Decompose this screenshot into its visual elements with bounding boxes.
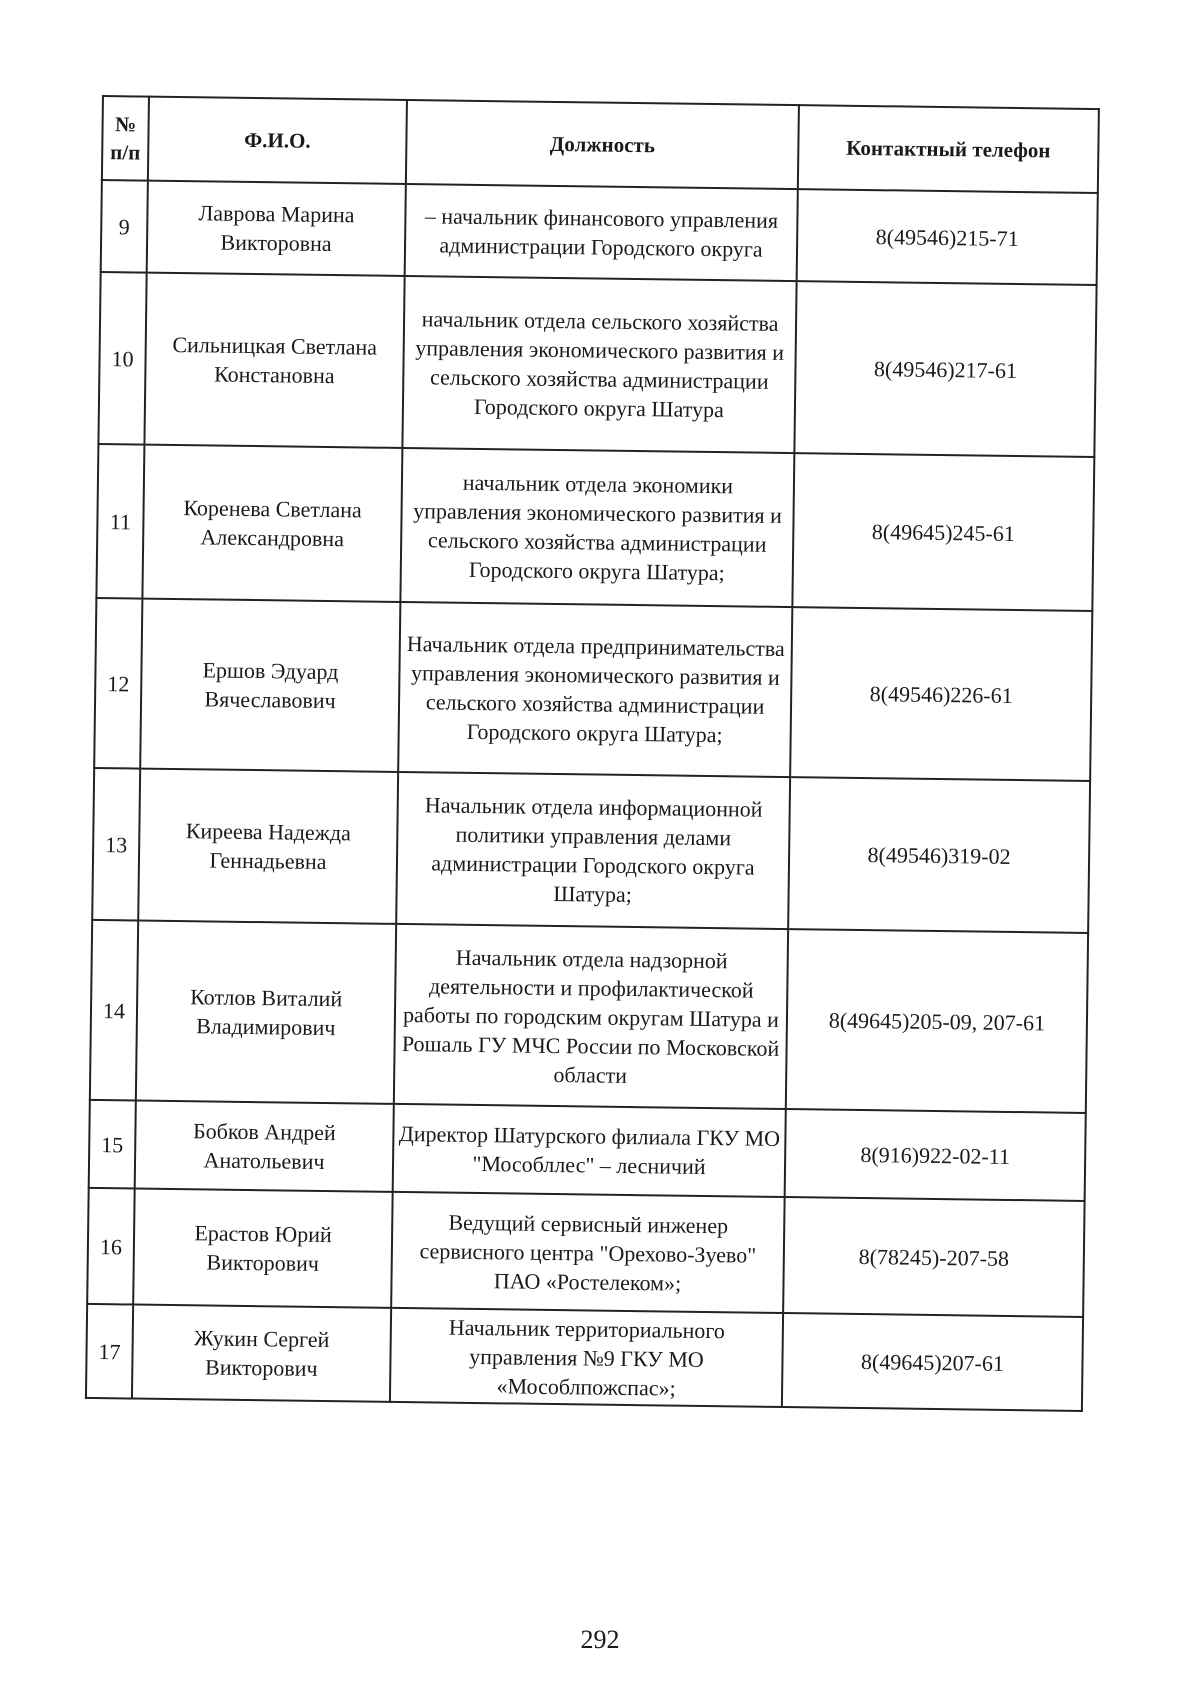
- row-position: – начальник финансового управления администрации Городского округа: [405, 184, 798, 281]
- page-number: 292: [580, 1625, 620, 1654]
- row-num: 15: [89, 1100, 136, 1189]
- row-phone: 8(49645)207-61: [782, 1313, 1083, 1411]
- table-row: [94, 598, 1092, 781]
- row-phone: 8(916)922-02-11: [785, 1109, 1086, 1201]
- row-name: Жукин Сергей Викторович: [132, 1305, 391, 1402]
- row-position: начальник отдела экономики управления экономического развития и сельского хозяйства администрации Городского округа Шатура;: [400, 448, 794, 607]
- row-position: начальник отдела сельского хозяйства управления экономического развития и сельского хозяйства администрации Городского округа Шатура: [402, 276, 796, 453]
- row-name: Коренева Светлана Александровна: [142, 445, 402, 602]
- row-phone: 8(49546)217-61: [794, 281, 1096, 457]
- row-name: Лаврова Марина Викторовна: [147, 181, 406, 276]
- table-row: [98, 272, 1096, 457]
- row-name: Ерастов Юрий Викторович: [133, 1189, 392, 1308]
- row-name: Киреева Надежда Геннадьевна: [138, 769, 398, 924]
- table-row: [92, 768, 1090, 933]
- row-position: Директор Шатурского филиала ГКУ МО "Мособллес" – лесничий: [393, 1104, 786, 1197]
- table-row: [89, 1100, 1086, 1201]
- row-phone: 8(49645)205-09, 207-61: [786, 929, 1088, 1113]
- table-header-row: [102, 96, 1099, 193]
- row-num: 12: [94, 598, 142, 769]
- row-num: 13: [92, 768, 140, 921]
- row-num: 9: [101, 180, 148, 273]
- row-position: Начальник отдела предпринимательства управления экономического развития и сельского хозяйства администрации Городского округа Шатура;: [398, 602, 792, 777]
- table-row: [87, 1188, 1084, 1317]
- row-name: Бобков Андрей Анатольевич: [135, 1101, 394, 1192]
- row-name: Сильницкая Светлана Констановна: [144, 273, 404, 448]
- row-num: 10: [98, 272, 146, 445]
- header-num: № п/п: [102, 96, 149, 181]
- header-name: Ф.И.О.: [148, 97, 407, 184]
- contacts-table: [85, 95, 1100, 1412]
- row-position: Начальник отдела надзорной деятельности и профилактической работы по городским округам Шатура и Рошаль ГУ МЧС России по Московской области: [394, 924, 788, 1109]
- header-phone: Контактный телефон: [798, 105, 1099, 193]
- row-name: Ершов Эдуард Вячеславович: [140, 599, 400, 772]
- header-position: Должность: [406, 100, 799, 189]
- row-num: 11: [96, 444, 144, 599]
- table-row: [90, 920, 1088, 1113]
- table-row: [86, 1304, 1083, 1411]
- table-row: [101, 180, 1098, 285]
- row-position: Начальник территориального управления №9 ГКУ МО «Мособлпожспас»;: [390, 1308, 783, 1407]
- row-name: Котлов Виталий Владимирович: [136, 921, 396, 1104]
- row-position: Начальник отдела информационной политики управления делами администрации Городского округа Шатура;: [396, 772, 790, 929]
- table-row: [96, 444, 1094, 611]
- row-num: 14: [90, 920, 138, 1101]
- row-phone: 8(78245)-207-58: [783, 1197, 1084, 1317]
- row-phone: 8(49645)245-61: [792, 453, 1094, 611]
- row-position: Ведущий сервисный инженер сервисного центра "Орехово-Зуево" ПАО «Ростелеком»;: [391, 1192, 784, 1313]
- row-phone: 8(49546)319-02: [788, 777, 1090, 933]
- row-num: 16: [87, 1188, 135, 1305]
- row-phone: 8(49546)215-71: [797, 189, 1098, 285]
- row-num: 17: [86, 1304, 133, 1399]
- row-phone: 8(49546)226-61: [790, 607, 1092, 781]
